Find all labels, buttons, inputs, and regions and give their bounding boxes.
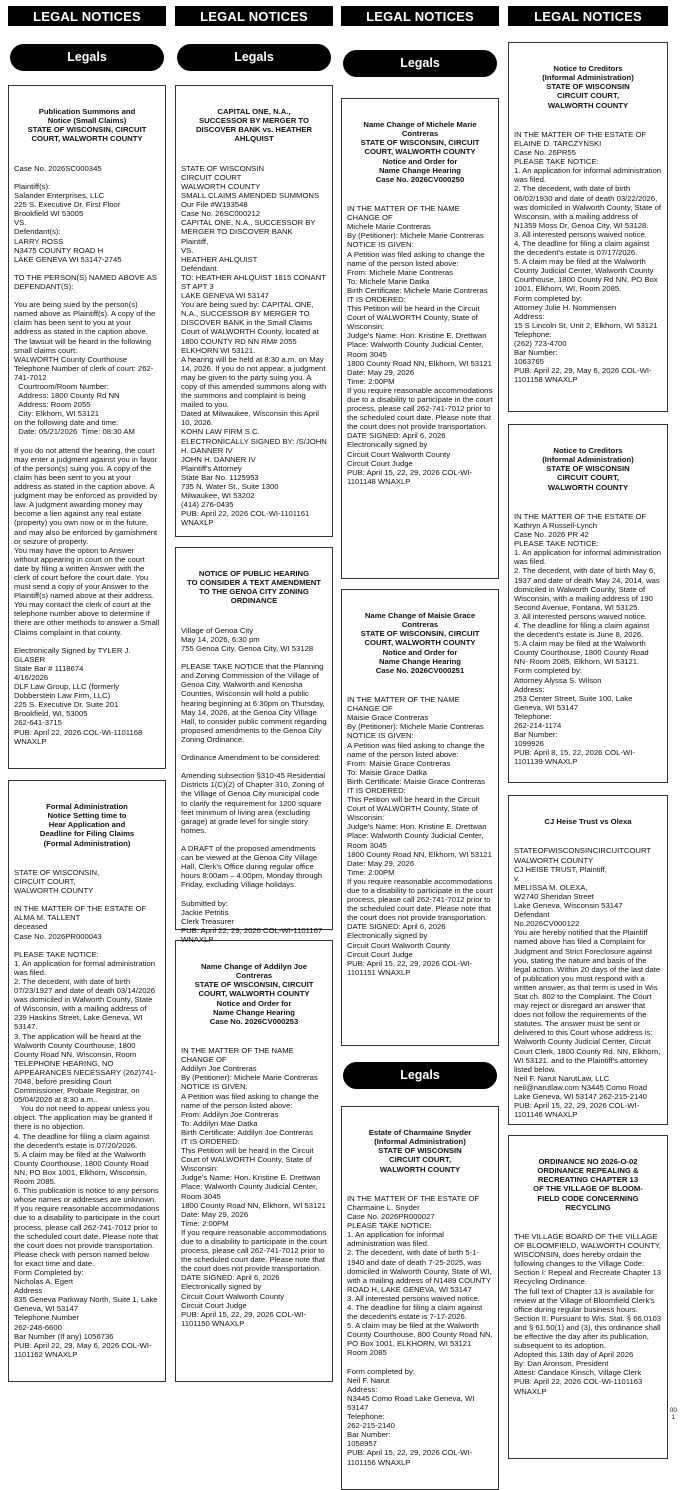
notice-title: Notice to Creditors (Informal Administration) STATE OF WISCONSIN CIRCUIT COURT, WALWORTH COUNTY <box>542 64 634 110</box>
notice-formal-administration <box>8 780 166 1382</box>
notice-title: Publication Summons and Notice (Small Claims) STATE OF WISCONSIN, CIRCUIT COURT, WALWORTH COUNTY <box>27 107 147 144</box>
notice-body: IN THE MATTER OF THE NAME CHANGE OF Michele Marie Contreras By (Petitioner): Michele Marie Contreras NOTICE IS GIVEN: A Petition was filed asking to change the name of the person listed above: From: Michele Marie Contreras To: Michele Marie Datka Birth Certificate: Michele Marie Contreras IT IS ORDERED: This Petition will be heard in the Circuit Court of WALWORTH County, State of Wisconsin: Judge's Name: Hon. Kristine E. Drettwan Place: Walworth County Judicial Center, Room 3045 1800 County Road NN, Elkhorn, WI 53121 Date: May 29, 2026 Time: 2:00PM If you require reasonable accommodations due to a disability to participate in the court process, please call 262-741-7012 prior to the scheduled court date. Please note that the court does not provide transportation. DATE SIGNED: April 6, 2026 Electronically signed by Circuit Court Walworth County Circuit Court Judge PUB: April 15, 22, 29, 2026 COL-WI-1101148 WNAXLP <box>347 204 493 486</box>
notice-body: IN THE MATTER OF THE NAME CHANGE OF Addilyn Joe Contreras By (Petitioner): Michele Marie Contreras NOTICE IS GIVEN: A Petition was filed asking to change the name of the person listed above: From: Addilyn Joe Contreras To: Addilyn Mae Datka Birth Certificate: Addilyn Joe Contreras IT IS ORDERED: This Petition will be heard in the Circuit Court of WALWORTH County, State of Wisconsin: Judge's Name: Hon. Kristine E. Drettwan Place: Walworth County Judicial Center, Room 3045 1800 County Road NN, Elkhorn, WI 53121 Date: May 29, 2026 Time: 2:00PM If you require reasonable accommodations due to a disability to participate in the court process, please call 262-741-7012 prior to the scheduled court date. Please note that the court does not provide transportation. DATE SIGNED: April 6, 2026 Electronically signed by Circuit Court Walworth County Circuit Court Judge PUB: April 15, 22, 29, 2026 COL-WI-1101150 WNAXLP <box>181 1046 327 1328</box>
column-4 <box>508 0 668 1459</box>
notice-title: Name Change of Michele Marie Contreras STATE OF WISCONSIN, CIRCUIT COURT, WALWORTH COUNTY Notice and Order for Name Change Hearing Case No. 2026CV000250 <box>360 120 480 184</box>
notice-genoa-city-hearing <box>175 547 333 944</box>
notice-body: IN THE MATTER OF THE NAME CHANGE OF Maisie Grace Contreras By (Petitioner): Michele Marie Contreras NOTICE IS GIVEN: A Petition was filed asking to change the name of the person listed above: From: Maisie Grace Contreras To: Maisie Grace Datka Birth Certificate: Maisie Grace Contreras IT IS ORDERED: This Petition will be heard in the Circuit Court of WALWORTH County, State of Wisconsin: Judge's Name: Hon. Kristine E. Drettwan Place: Walworth County Judicial Center, Room 3045 1800 County Road NN, Elkhorn, WI 53121 Date: May 29, 2026 Time: 2:00PM If you require reasonable accommodations due to a disability to participate in the court process, please call 262-741-7012 prior to the scheduled court date. Please note that the court does not provide transportation. DATE SIGNED: April 6, 2026 Electronically signed by Circuit Court Walworth County Circuit Court Judge PUB: April 15, 22, 29, 2026 COL-WI-1101151 WNAXLP <box>347 695 493 977</box>
notice-title: ORDINANCE NO 2026-O-02 ORDINANCE REPEALING & RECREATING CHAPTER 13 OF THE VILLAGE OF BLOOM- FIELD CODE CONCERNING RECYCLING <box>533 1157 643 1212</box>
page-number: 00 1 <box>669 1407 677 1421</box>
notice-title: Formal Administration Notice Setting time to Hear Application and Deadline for Filing Claims (Formal Administration) <box>39 802 135 848</box>
notice-name-change-maisie <box>341 589 499 1046</box>
column-1 <box>8 0 166 1382</box>
notice-title: CJ Heise Trust vs Olexa <box>544 817 632 827</box>
notice-title: Notice to Creditors (Informal Administration) STATE OF WISCONSIN CIRCUIT COURT, WALWORTH COUNTY <box>542 446 634 492</box>
notice-capital-one <box>175 85 333 537</box>
notice-title: Name Change of Maisie Grace Contreras STATE OF WISCONSIN, CIRCUIT COURT, WALWORTH COUNTY Notice and Order for Name Change Hearing Case No. 2026CV000251 <box>360 611 480 675</box>
legals-heading: Legals <box>177 44 331 71</box>
legals-heading: Legals <box>343 1062 497 1089</box>
notice-body: IN THE MATTER OF THE ESTATE OF Kathryn A Russell-Lynch Case No. 2026 PR 42 PLEASE TAKE NOTICE: 1. An application for informal administration was filed. 2. The decedent, with date of birth May 6, 1937 and date of death May 24, 2014, was domiciled in Walworth County, State of Wisconsin, with a mailing address of 190 Second Avenue, Fontana, WI 53125. 3. All interested persons waived notice. 4. The deadline for filing a claim against the decedent's estate is June 8, 2026. 5. A claim may be filed at the Walworth County Courthouse, 1800 County Road NN- Room 2085, Elkhorn, WI 53121. Form completed by: Attorney Alyssa S. Wilson Address: 253 Center Street, Suite 100, Lake Geneva, WI 53147 Telephone: 262-214-1174 Bar Number: 1099926 PUB: April 8, 15, 22, 2026 COL-WI-1101139 WNAXLP <box>514 511 661 767</box>
notice-name-change-addilyn <box>175 940 333 1382</box>
legals-heading: Legals <box>343 50 497 77</box>
section-header: LEGAL NOTICES <box>8 6 166 26</box>
notice-body: IN THE MATTER OF THE ESTATE OF ELAINE D. TARCZYNSKI Case No. 26PR55 PLEASE TAKE NOTICE: 1. An application for informal administration was filed. 2. The decedent, with date of birth 06/02/1930 and date of death 03/22/2026, was domiciled in Walworth County, State of Wisconsin, with a mailing address of N1359 Moss Dr, Genoa City, WI 53128. 3. All interested persons waived notice. 4. The deadline for filing a claim against the decedent's estate is 07/17/2026. 5. A claim may be filed at the Walworth County Judicial Center, Walworth County Courthouse, 1800 County Rd NN, PO Box 1001, Elkhorn, WI, Room 2085. Form completed by: Attorney Julie H. Nommensen Address: 15 S Lincoln St, Unit 2, Elkhorn, WI 53121 Telephone: (262) 723-4700 Bar Number: 1063765 PUB: April 22, 29, May 6, 2026 COL-WI-1101158 WNAXLP <box>514 129 661 385</box>
notice-estate-snyder <box>341 1106 499 1490</box>
section-header: LEGAL NOTICES <box>341 6 499 26</box>
notice-body: STATEOFWISCONSINCIRCUITCOURT WALWORTH COUNTY CJ HEISE TRUST, Plaintiff, v. MELISSA M. OLEXA, W2740 Sheridan Street Lake Geneva, Wisconsin 53147 Defendant No.2026CV000122 You are hereby notified that the Plaintiff named above has filed a Complaint for Judgment and Strict Foreclosure against you, stating the nature and basis of the legal action. Within 20 days of the last date of publication you must respond with a written answer, as that term is used in Wis Stat ch. 802 to the Complaint. The Court may reject or disregard an answer that does not follow the requirements of the statutes. The answer must be sent or delivered to this Court whose address is: Walworth County Judicial Center, Circuit Court Clerk, 1800 County Rd. NN, Elkhorn, WI 53121. and to the Plaintiff's attorney listed below. Neil F. Narut NarutLaw, LLC neil@narutlaw.com N3445 Como Road Lake Geneva, WI 53147 262-215-2140 PUB: April 15, 22, 29, 2026 COL-WI-1101146 WNAXLP <box>514 846 661 1120</box>
notice-title: NOTICE OF PUBLIC HEARING TO CONSIDER A TEXT AMENDMENT TO THE GENOA CITY ZONING ORDINANCE <box>187 569 321 606</box>
notice-publication-summons <box>8 85 166 769</box>
notice-title: Estate of Charmaine Snyder (Informal Administration) STATE OF WISCONSIN CIRCUIT COURT, WALWORTH COUNTY <box>368 1128 472 1174</box>
section-header: LEGAL NOTICES <box>508 6 668 26</box>
notice-body: Village of Genoa City May 14, 2026, 6:30 pm 755 Genoa City, Genoa City, WI 53128 PLEASE TAKE NOTICE that the Planning and Zoning Commission of the Village of Genoa City, Walworth and Kenosha Counties, Wisconsin will hold a public hearing beginning at 6:30pm on Thursday, May 14, 2026, at the Genoa City Village Hall, to consider public comment regarding proposed amendments to the Genoa City Zoning Ordinance. Ordinance Amendment to be considered: Amending subsection §310-45 Residential Districts 1(C)(2) of Chapter 310, Zoning of the Village of Genoa City municipal code to clarify the requirement for 1200 square feet minimum of living area (excluding garage) at grade level for single story homes. A DRAFT of the proposed amendments can be viewed at the Genoa City Village Hall, Clerk's Office during regular office hours 8:00am – 4:00pm, Monday through Friday, excluding Village holidays. Submitted by: Jackie Petritis Clerk Treasurer PUB: April 22, 29, 2026 COL-WI-1101167 WNAXLP <box>181 625 327 944</box>
notice-creditors-tarczynski <box>508 42 668 412</box>
notice-creditors-russell-lynch <box>508 424 668 783</box>
notice-name-change-michele <box>341 98 499 579</box>
column-3 <box>341 0 499 1490</box>
section-header: LEGAL NOTICES <box>175 6 333 26</box>
notice-body: IN THE MATTER OF THE ESTATE OF Charmaine L. Snyder Case No. 2026PR000027 PLEASE TAKE NOTICE: 1. An application for informal administration was filed. 2. The decedent, with date of birth 5-1-1940 and date of death 7-25-2025, was domiciled in Walworth County, State of WI, with a mailing address of N1489 COUNTY ROAD H, LAKE GENEVA, WI 53147 3. All interested persons waived notice. 4. The deadline for filing a claim against the decedent's estate is 7-17-2026. 5. A claim may be filed at the Walworth County Courthouse, 800 County Road NN, PO Box 1001, ELKHORN, WI 53121 Room 2085 Form completed by: Neil F. Narut Address: N3445 Como Road Lake Geneva, WI 53147 Telephone: 262-215-2140 Bar Number: 1058957 PUB: April 15, 22, 29, 2026 COL-WI-1101156 WNAXLP <box>347 1193 493 1467</box>
notice-title: Name Change of Addilyn Joe Contreras STATE OF WISCONSIN, CIRCUIT COURT, WALWORTH COUNTY Notice and Order for Name Change Hearing Case No. 2026CV000253 <box>194 962 314 1026</box>
notice-body: Case No. 2026SC000345 Plaintiff(s): Salander Enterprises, LLC 225 S. Executive Dr. First Floor Brookfield WI 53005 VS. Defendant(s): LARRY ROSS N3475 COUNTY ROAD H LAKE GENEVA WI 53147-2745 TO THE PERSON(S) NAMED ABOVE AS DEFENDANT(S): You are being sued by the person(s) named above as Plaintiff(s). A copy of the claim has been sent to you at your address as stated in the caption above. The lawsuit will be heard in the following small claims court: WALWORTH County Courthouse Telephone Number of clerk of court: 262-741-7012 Courtroom/Room Number: Address: 1800 County Rd NN Address: Room 2055 City: Elkhorn, WI 53121 on the following date and time: Date: 05/21/2026 Time: 08:30 AM If you do not attend the hearing, the court may enter a judgment against you in favor of the person(s) suing you. A copy of the claim has been sent to you at your address as stated in the caption above. A judgment may be enforced as provided by law. A judgment awarding money may become a lien against any real estate (property) you own now or in the future, and may also be enforced by garnishment or seizure of property. You may have the option to Answer without appearing in court on the court date by filing a written Answer with the clerk of court before the court date. You must send a copy of your Answer to the Plaintiff(s) named above at their address. You may contact the clerk of court at the telephone number above to determine if there are other methods to answer a Small Claims complaint in that county. Electronically Signed by TYLER J. GLASER State Bar # 1118674 4/16/2026 DLF Law Group, LLC (formerly Dobberstein Law Firm, LLC) 225 S. Executive Dr. Suite 201 Brookfield, WI, 53005 262-641-3715 PUB: April 22, 2026 COL-WI-1101168 WNAXLP <box>14 163 160 746</box>
notice-body: STATE OF WISCONSIN CIRCUIT COURT WALWORTH COUNTY SMALL CLAIMS AMENDED SUMMONS Our File #W193548 Case No. 26SC000212 CAPITAL ONE, N.A., SUCCESSOR BY MERGER TO DISCOVER BANK Plaintiff, VS. HEATHER AHLQUIST Defendant. TO: HEATHER AHLQUIST 1815 CONANT ST APT 3 LAKE GENEVA WI 53147 You are being sued by: CAPITAL ONE, N.A., SUCCESSOR BY MERGER TO DISCOVER BANK in the Small Claims Court of WALWORTH County, located at 1800 COUNTY RD NN RM# 2055 ELKHORN WI 53121. A hearing will be held at 8:30 a.m. on May 14, 2026. If you do not appear, a judgment may be given to the party suing you. A copy of this amended summons along with the summons and complaint is being mailed to you. Dated at Milwaukee, Wisconsin this April 10, 2026. KOHN LAW FIRM S.C. ELECTRONICALLY SIGNED BY: /S/JOHN H. DANNER IV JOHN H. DANNER IV Plaintiff's Attorney State Bar No. 1125953 735 N. Water St., Suite 1300 Milwaukee, WI 53202 (414) 276-0435 PUB: April 22, 2026 COL-WI-1101161 WNAXLP <box>181 163 327 528</box>
notice-body: STATE OF WISCONSIN, CIRCUIT COURT, WALWORTH COUNTY IN THE MATTER OF THE ESTATE OF ALMA M. TALLENT deceased Case No. 2026PR000043 PLEASE TAKE NOTICE: 1. An application for formal administration was filed. 2. The decedent, with date of birth 07/23/1927 and date of death 03/14/2026 was domiciled in Walworth County, State of Wisconsin, with a mailing address of 239 Haskins Street, Lake Geneva, WI 53147. 3. The application will be heard at the Walworth County Courthouse, 1800 County Road NN, Wisconsin, Room TELEPHONE HEARING, NO APPEARANCES NECESSARY (262)741-7048, before presiding Court Commissioner, Probate Registrar, on 05/04/2026 at 8:30 a.m.. You do not need to appear unless you object. The application may be granted if there is no objection. 4. The deadline for filing a claim against the decedent's estate is 07/20/2026. 5. A claim may be filed at the Walworth County Courthouse, 1800 County Road NN, PO Box 1001, Elkhorn, Wisconsin, Room 2085. 6. This publication is notice to any persons whose names or addresses are unknown. If you require reasonable accommodations due to a disability to participate in the court process, please call 262-741-7012 prior to the scheduled court date. Please note that the court does not provide transportation. Please check with person named below for exact time and date. Form Completed by: Nicholas A. Egert Address 835 Geneva Parkway North, Suite 1, Lake Geneva, WI 53147 Telephone Number 262-248-6600 Bar Number (If any) 1056736 PUB: April 22, 29, May 6, 2026 COL-WI-1101162 WNAXLP <box>14 867 160 1359</box>
legals-heading: Legals <box>10 44 164 71</box>
notice-heise-olexa <box>508 795 668 1125</box>
notice-body: THE VILLAGE BOARD OF THE VILLAGE OF BLOOMFIELD, WALWORTH COUNTY, WISCONSIN, does hereby ordain the following changes to the Village Code: Section I: Repeal and Recreate Chapter 13 Recycling Ordinance. The full text of Chapter 13 is available for review at the Village of Bloomfield Clerk's office during regular business hours. Section II: Pursuant to Wis. Stat. § 66.0103 and § 61.50(1) and (3), this ordinance shall be effective the day after its publication, subsequent to its adoption. Adopted this 13th day of April 2026 By: Dan Aronson, President Attest: Candace Kinsch, Village Clerk PUB: April 22, 2026 COL-WI-1101163 WNAXLP <box>514 1231 662 1396</box>
column-2 <box>175 0 333 1382</box>
notice-ordinance-bloomfield <box>508 1135 668 1459</box>
notice-title: CAPITAL ONE, N.A., SUCCESSOR BY MERGER TO DISCOVER BANK vs. HEATHER AHLQUIST <box>195 107 313 144</box>
